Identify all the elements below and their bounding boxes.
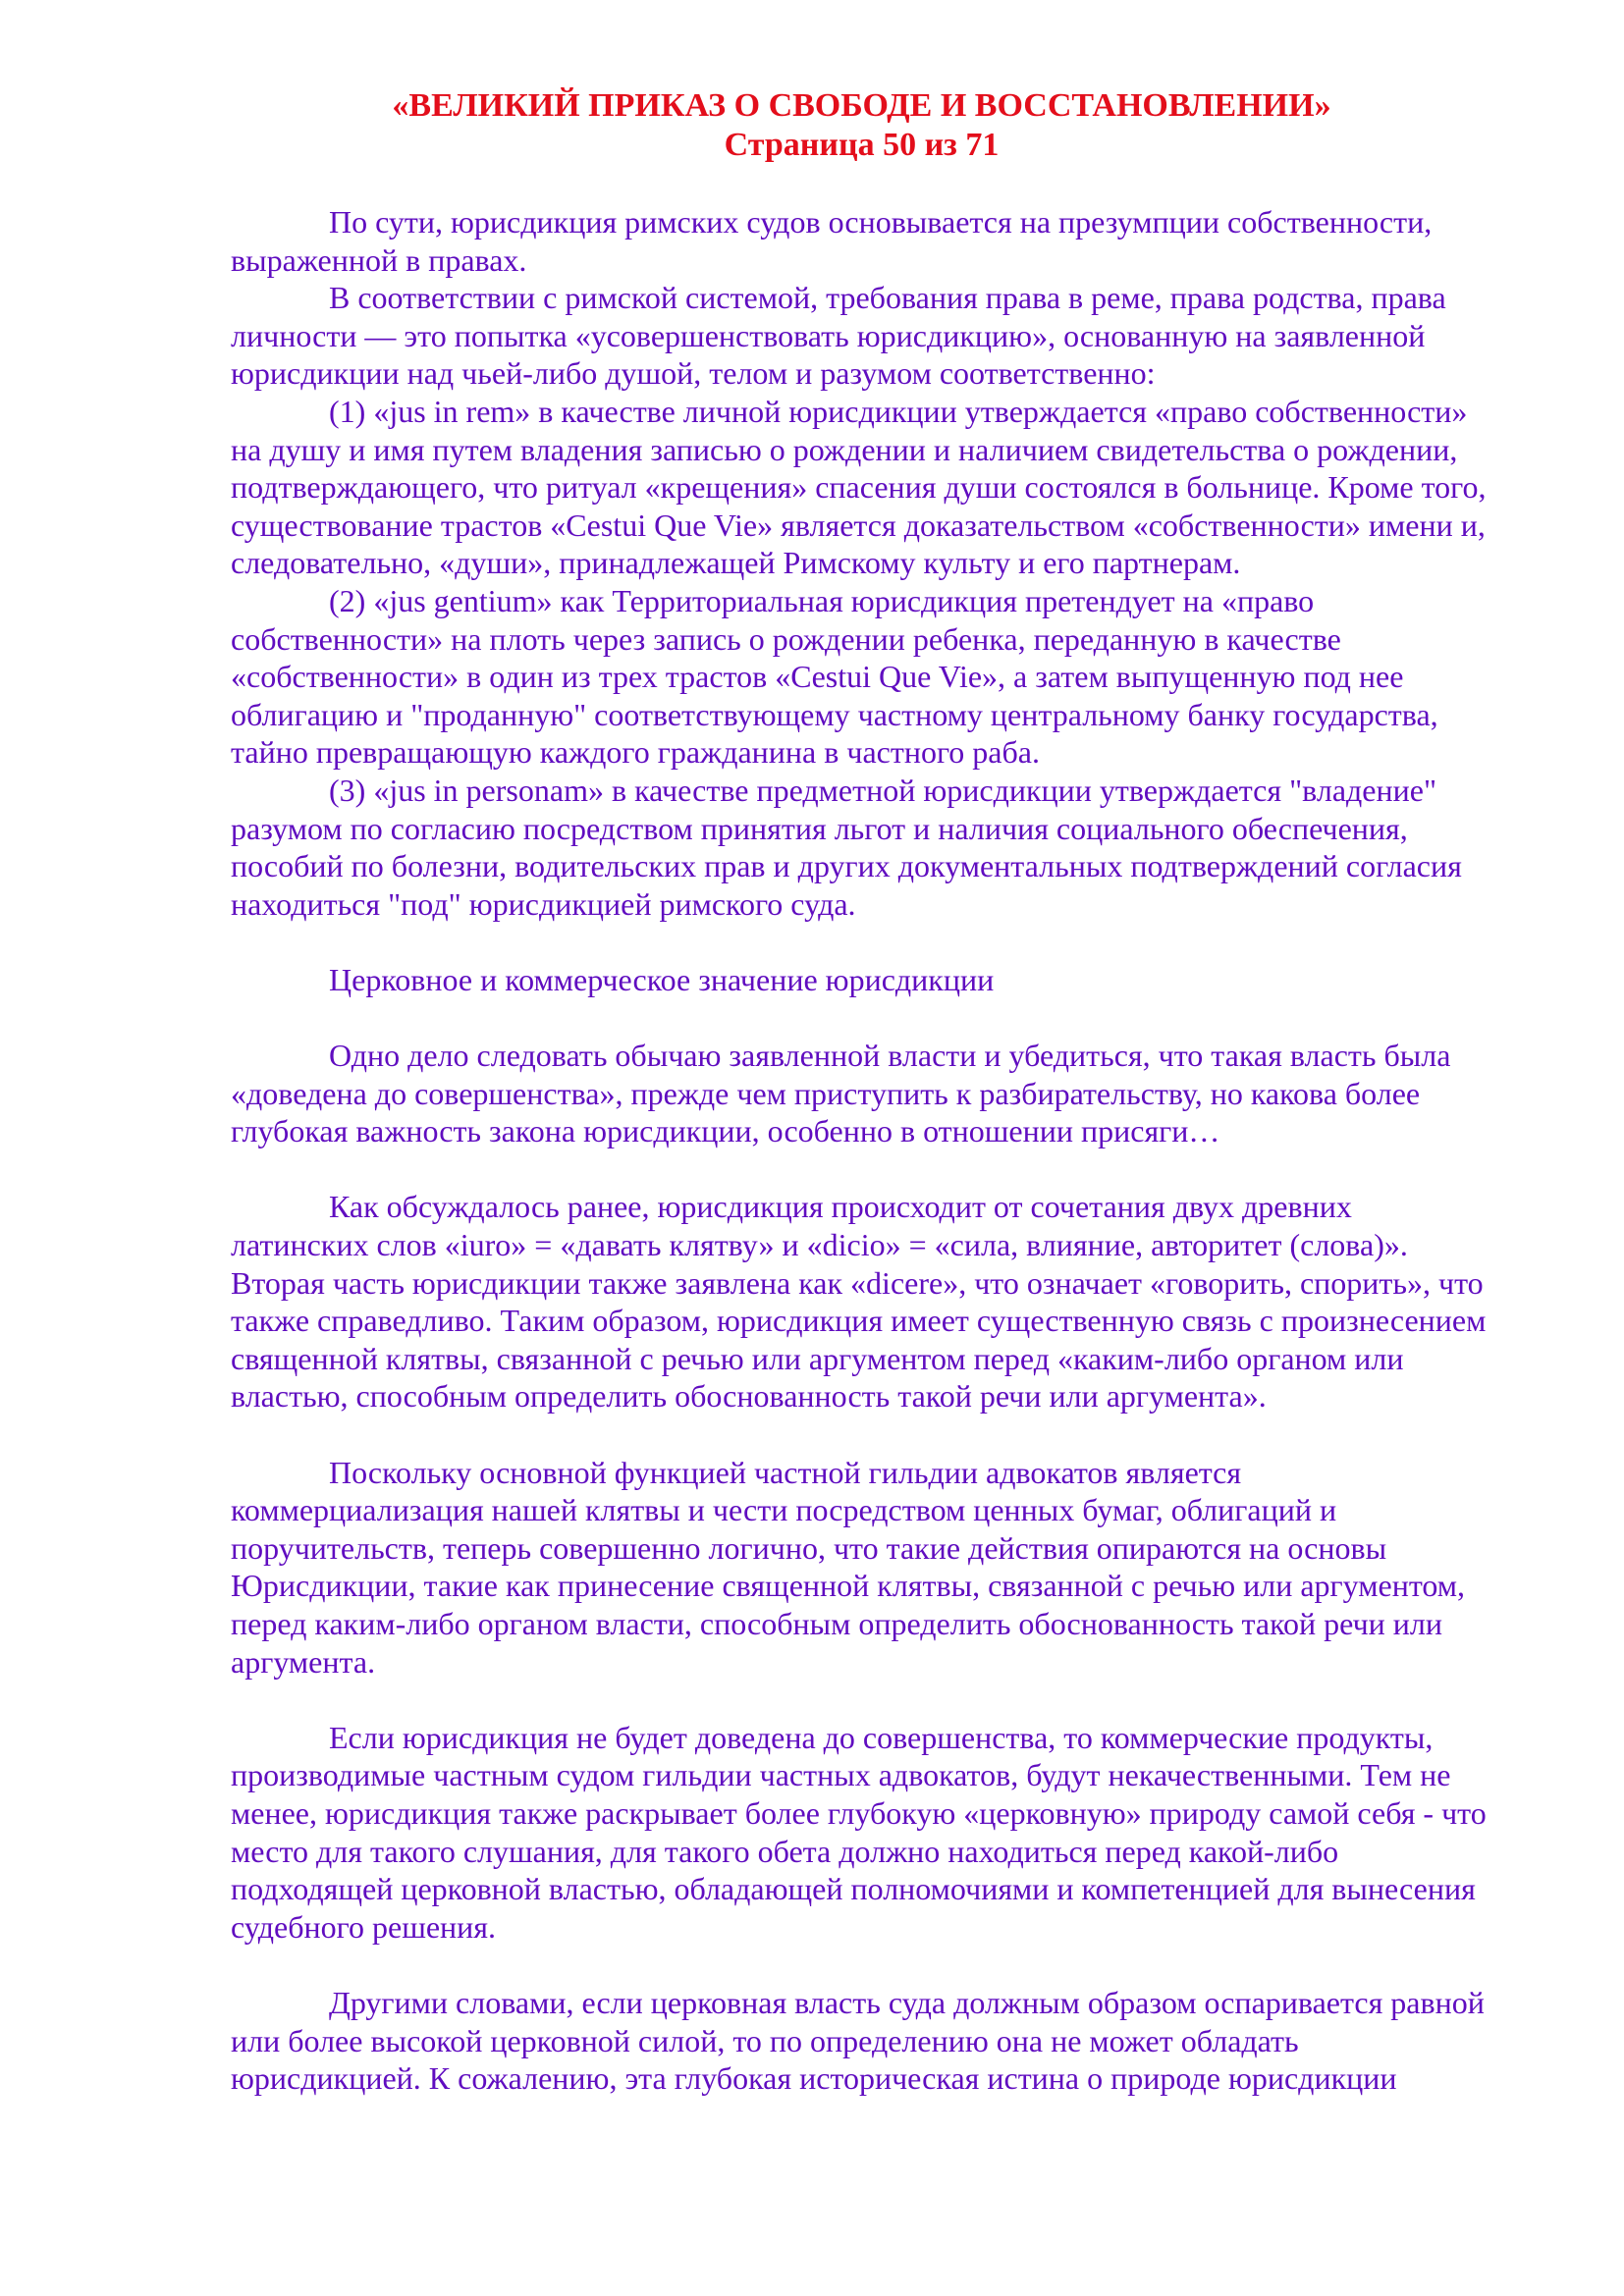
paragraph-intro: По сути, юрисдикция римских судов основывается на презумпции собственности, выраженной в правах. (231, 204, 1433, 278)
paragraph-jus-gentium: (2) «jus gentium» как Территориальная юрисдикция претендует на «право собственности» на плоть через запись о рождении ребенка, переданную в качестве «собственности» в один из трех трастов «Cestui Que Vie», а затем выпущенную под нее облигацию и "проданную" соответствующему частному центральному банку государства, тайно превращающую каждого гражданина в частного раба. (231, 582, 1438, 771)
page-indicator: Страница 50 из 71 (724, 127, 1000, 163)
paragraph-ecclesiastical-challenge: Другими словами, если церковная власть суда должным образом оспаривается равной или более высокой церковной силой, то по определению она не может обладать юрисдикцией. К сожалению, эта глубокая историческая истина о природе юрисдикции (231, 1984, 1485, 2097)
document-body (231, 203, 1492, 2098)
section-heading-church-commercial: Церковное и коммерческое значение юрисдикции (329, 961, 995, 997)
document-title: «ВЕЛИКИЙ ПРИКАЗ О СВОБОДЕ И ВОССТАНОВЛЕНИИ» (392, 87, 1331, 124)
document-header (231, 86, 1492, 165)
paragraph-imperfect-jurisdiction: Если юрисдикция не будет доведена до совершенства, то коммерческие продукты, производимые частным судом гильдии частных адвокатов, будут некачественными. Тем не менее, юрисдикция также раскрывает более глубокую «церковную» природу самой себя - что место для такого слушания, для такого обета должно находиться перед какой-либо подходящей церковной властью, обладающей полномочиями и компетенцией для вынесения судебного решения. (231, 1719, 1487, 1945)
paragraph-jus-in-rem: (1) «jus in rem» в качестве личной юрисдикции утверждается «право собственности» на душу и имя путем владения записью о рождении и наличием свидетельства о рождении, подтверждающего, что ритуал «крещения» спасения души состоялся в больнице. Кроме того, существование трастов «Cestui Que Vie» является доказательством «собственности» имени и, следовательно, «души», принадлежащей Римскому культу и его партнерам. (231, 393, 1487, 581)
paragraph-jus-in-personam: (3) «jus in personam» в качестве предметной юрисдикции утверждается "владение" разумом по согласию посредством принятия льгот и наличия социального обеспечения, пособий по болезни, водительских прав и других документальных подтверждений согласия находиться "под" юрисдикцией римского суда. (231, 772, 1462, 922)
paragraph-bar-guild: Поскольку основной функцией частной гильдии адвокатов является коммерциализация нашей клятвы и чести посредством ценных бумаг, облигаций и поручительств, теперь совершенно логично, что такие действия опираются на основы Юрисдикции, такие как принесение священной клятвы, связанной с речью или аргументом, перед каким-либо органом власти, способным определить обоснованность такой речи или аргумента. (231, 1454, 1466, 1680)
paragraph-one-thing: Одно дело следовать обычаю заявленной власти и убедиться, что такая власть была «доведена до совершенства», прежде чем приступить к разбирательству, но какова более глубокая важность закона юрисдикции, особенно в отношении присяги… (231, 1038, 1451, 1149)
paragraph-etymology: Как обсуждалось ранее, юрисдикция происходит от сочетания двух древних латинских слов «iuro» = «давать клятву» и «dicio» = «сила, влияние, авторитет (слова)». Вторая часть юрисдикции также заявлена как «dicere», что означает «говорить, спорить», что также справедливо. Таким образом, юрисдикция имеет существенную связь с произнесением священной клятвы, связанной с речью или аргументом перед «каким-либо органом или властью, способным определить обоснованность такой речи или аргумента». (231, 1189, 1487, 1415)
paragraph-roman-system: В соответствии с римской системой, требования права в реме, права родства, права личности — это попытка «усовершенствовать юрисдикцию», основанную на заявленной юрисдикции над чьей-либо душой, телом и разумом соответственно: (231, 280, 1446, 392)
